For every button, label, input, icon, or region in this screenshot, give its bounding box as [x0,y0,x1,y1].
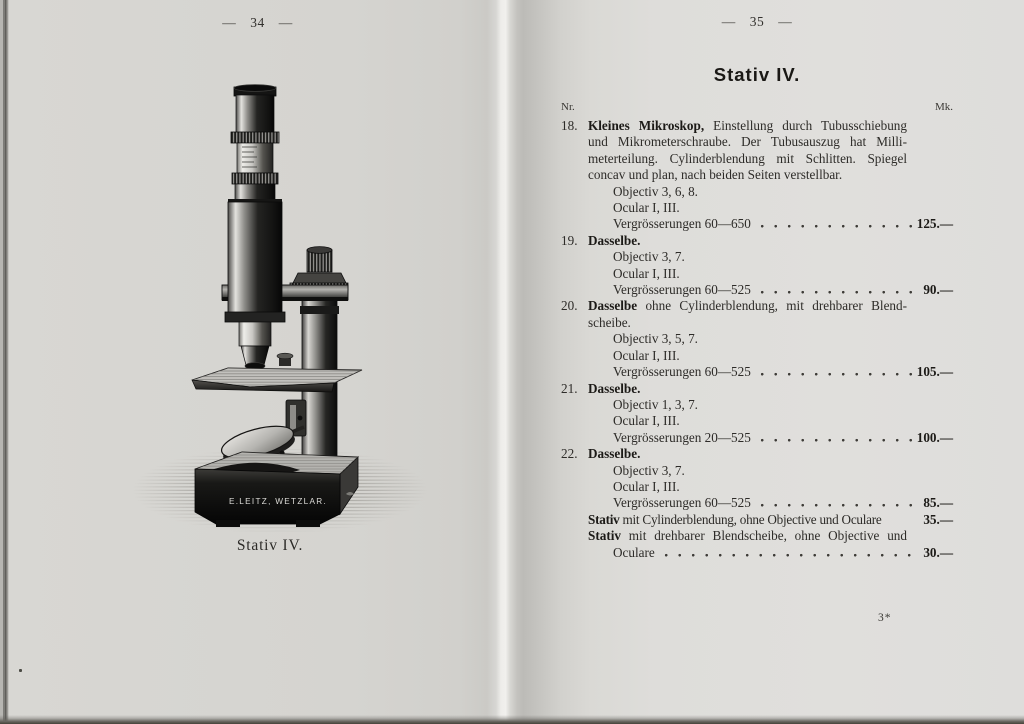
page-number-value: 35 [749,14,765,29]
stand-price-row [561,528,953,561]
catalog-item-22 [561,446,953,512]
page-number-dash: — [778,14,793,29]
catalog-content [561,14,953,561]
microscope-illustration [130,84,430,540]
page-number-dash: — [222,15,237,30]
item-text: ohne Cylinderblendung, mit drehbarer Blend- [637,298,907,314]
right-page-number [561,14,953,30]
catalog-item-18 [561,118,953,233]
base-label: E.LEITZ, WETZLAR. [228,497,328,506]
page-number-dash: — [278,15,293,30]
stand-price-row [561,512,953,528]
item-oculars: Ocular I, III. [613,200,680,216]
item-price: 105.— [916,364,953,380]
catalog-item-19 [561,233,953,299]
row-price: 30.— [923,544,953,560]
body-tube [225,85,285,370]
item-objectives: Objectiv 3, 7. [613,462,685,478]
catalog-item-20 [561,298,953,380]
column-header-nr: Nr. [561,101,575,113]
catalog-item-21 [561,381,953,447]
dot-leader [760,495,919,507]
item-lead: Dasselbe. [588,232,641,248]
item-oculars: Ocular I, III. [613,265,680,281]
row-text: mit Cylinderblendung, ohne Objective und Oculare [619,511,882,527]
item-price: 100.— [916,429,953,445]
item-number: 20. [561,298,578,314]
left-page [9,0,506,724]
left-page-number [9,15,506,31]
item-oculars: Ocular I, III. [613,478,680,494]
column-header-mk: Mk. [934,101,953,113]
page-number-dash: — [721,14,736,29]
page-number-value: 34 [250,15,265,30]
item-lead: Dasselbe. [588,446,641,462]
item-objectives: Objectiv 3, 7. [613,249,685,265]
pillar-and-micrometer-screw [286,247,348,459]
item-number: 21. [561,380,578,396]
section-heading: Stativ IV. [713,64,801,85]
signature-mark: 3* [878,612,892,624]
dot-leader [760,282,919,294]
item-number: 22. [561,446,578,462]
illustration-caption: Stativ IV. [236,537,304,554]
column-headers [561,101,953,113]
item-number: 19. [561,232,578,248]
item-objectives: Objectiv 1, 3, 7. [613,396,698,412]
item-price: 125.— [916,216,953,232]
right-page [506,0,1024,724]
book-bottom-edge [0,715,1024,724]
item-objectives: Objectiv 3, 6, 8. [613,183,698,199]
dot-leader [760,364,913,376]
item-lead: Dasselbe [588,298,638,314]
item-lead: Dasselbe. [588,380,641,396]
row-lead: Stativ [588,528,621,544]
item-text-line: concav und plan, nach beiden Seiten verstellbar. [588,167,843,183]
dot-leader [760,216,913,228]
item-text: Einstellung durch Tubusschiebung [704,118,907,133]
item-text-line: meterteilung. Cylinderblendung mit Schlitten. Spiegel [588,150,907,166]
item-magnification: Vergrösserungen 60—525 [613,364,751,380]
item-magnification: Vergrösserungen 60—525 [613,495,751,511]
item-magnification: Vergrösserungen 20—525 [613,429,751,445]
row-price: 35.— [923,511,953,527]
row-text: mit drehbarer Blendscheibe, ohne Objective und [620,528,907,544]
book-left-edge [0,0,9,724]
item-magnification: Vergrösserungen 60—650 [613,216,751,232]
item-objectives: Objectiv 3, 5, 7. [613,331,698,347]
dot-leader [760,430,913,442]
item-magnification: Vergrösserungen 60—525 [613,282,751,298]
row-text-continued: Oculare [613,544,655,560]
item-price: 85.— [923,495,953,511]
dot-leader [664,545,920,557]
item-number: 18. [561,118,578,133]
item-text-line: scheibe. [588,314,631,330]
row-lead: Stativ [588,511,620,527]
item-oculars: Ocular I, III. [613,347,680,363]
item-text-line: und Mikrometerschraube. Der Tubusauszug hat Milli- [588,134,907,150]
catalog-items [561,118,953,561]
item-price: 90.— [923,282,953,298]
objective-lens [241,346,269,365]
item-lead: Kleines Mikroskop, [588,118,705,133]
horseshoe-base [195,452,358,527]
item-oculars: Ocular I, III. [613,413,680,429]
paper-speck [19,669,22,672]
